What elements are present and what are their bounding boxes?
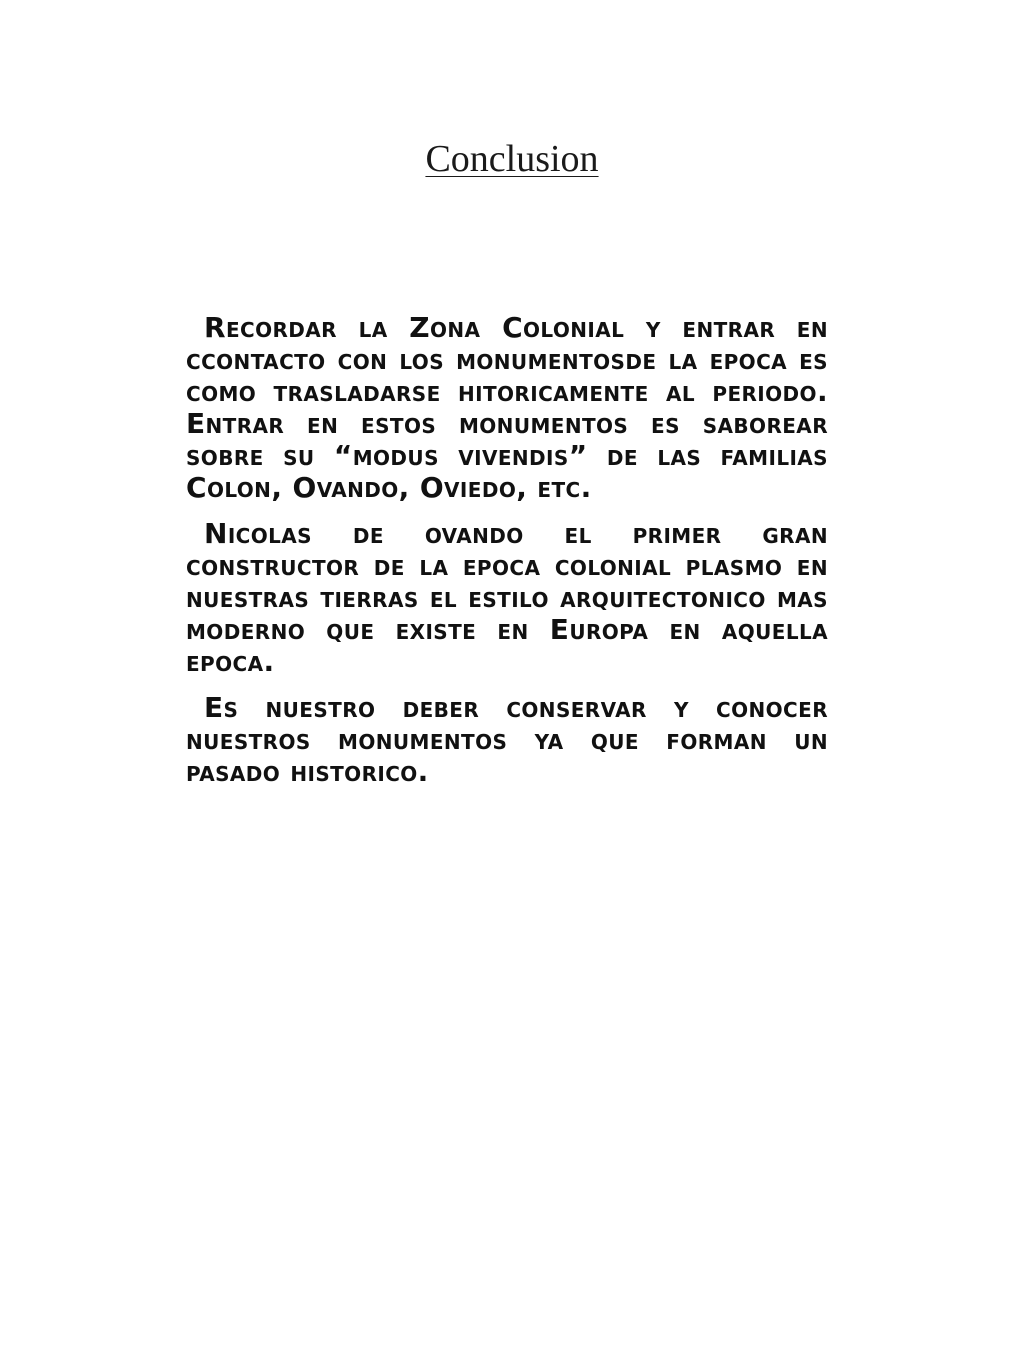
page-title [0, 134, 1024, 184]
page-title-text: Conclusion [425, 138, 599, 180]
paragraph-3: Es nuestro deber conservar y conocer nuestros monumentos ya que forman un pasado historico. [186, 691, 828, 788]
paragraph-2: Nicolas de ovando el primer gran constructor de la epoca colonial plasmo en nuestras tierras el estilo arquitectonico mas moderno que existe en Europa en aquella epoca. [186, 517, 828, 678]
paragraph-1: Recordar la Zona Colonial y entrar en ccontacto con los monumentosde la epoca es como trasladarse hitoricamente al periodo. Entrar en estos monumentos es saborear sobre su “modus vivendis” de las familias Colon, Ovando, Oviedo, etc. [186, 311, 828, 504]
body-text [186, 312, 828, 802]
